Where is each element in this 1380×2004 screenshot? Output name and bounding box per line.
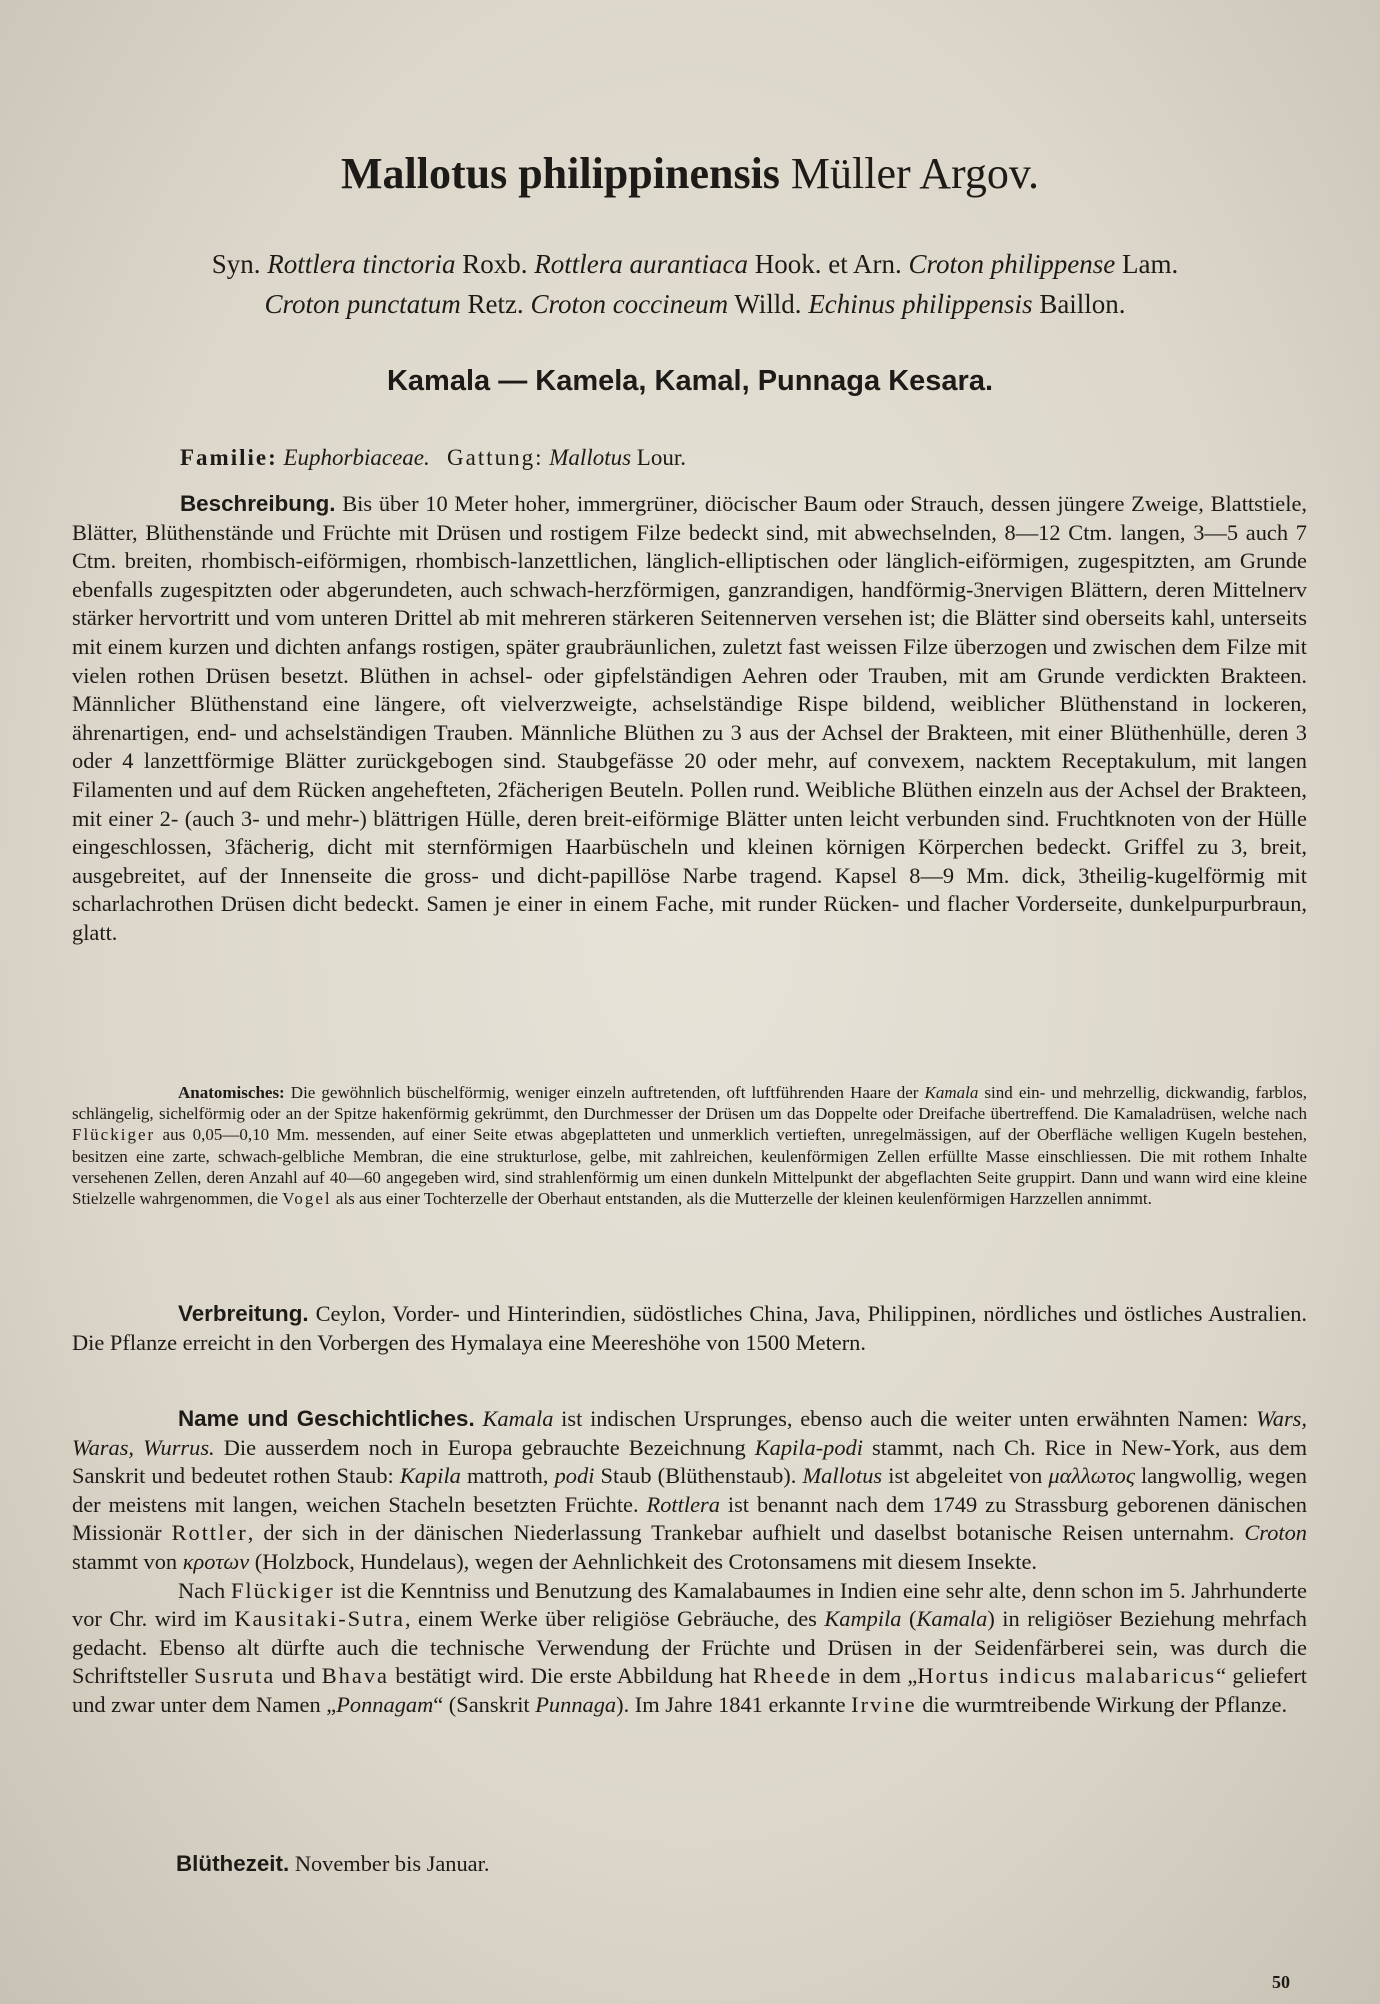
text-run: die wurmtreibende Wirkung der Pflanze. xyxy=(916,1691,1288,1717)
synonym-author: Roxb. xyxy=(455,249,535,279)
text-run: stammt, nach Ch. Rice in New-York, aus dem Sanskrit und bedeutet rothen Staub: xyxy=(72,1434,1308,1489)
text-run: ). Im Jahre 1841 erkannte xyxy=(616,1691,852,1717)
text-run xyxy=(475,1406,483,1431)
anatomisches-vogel: Vogel xyxy=(282,1189,332,1209)
name-geschichte-paragraph-2 xyxy=(72,1577,1307,1720)
bluethezeit-heading: Blüthezeit. xyxy=(176,1851,290,1876)
text-run: “ (Sanskrit xyxy=(433,1691,536,1717)
page-number: 50 xyxy=(1272,1972,1290,1992)
anatomisches-text-2: sind ein- und mehrzellig, dickwandig, farblos, schlängelig, sichelförmig oder an der Spitze hakenförmig gekrümmt, den Durchmesser der Drüsen um das Doppelte oder Dreifache übertreffend. Die Kamaladrüsen, welche nach xyxy=(72,1083,1308,1124)
anatomisches-kamala: Kamala xyxy=(924,1083,979,1102)
synonym-name: Croton philippense xyxy=(908,249,1116,279)
italic-term: Punnaga xyxy=(535,1691,617,1717)
synonyms-line-2 xyxy=(70,284,1320,324)
italic-term: Kapila xyxy=(399,1463,461,1489)
spaced-name: Hortus indicus malabaricus xyxy=(917,1663,1217,1689)
beschreibung-section xyxy=(72,490,1307,948)
text-run: , der sich in der dänischen Niederlassung Trankebar aufhielt und daselbst botanische Reisen unternahm. xyxy=(247,1520,1245,1546)
synonym-author: Retz. xyxy=(460,289,531,319)
text-run: langwollig, wegen der meistens mit langen, weichen Stacheln besetzten Früchte. xyxy=(72,1463,1307,1517)
title-scientific-name: Mallotus philippinensis xyxy=(340,149,780,198)
synonym-name: Echinus philippensis xyxy=(808,289,1033,319)
beschreibung-heading: Beschreibung. xyxy=(180,491,336,516)
common-names-heading: Kamala — Kamela, Kamal, Punnaga Kesara. xyxy=(386,365,994,397)
verbreitung-section xyxy=(72,1300,1307,1357)
italic-term: Kapila-podi xyxy=(754,1434,863,1460)
italic-term: Kampila xyxy=(824,1606,902,1632)
italic-term: κροτων xyxy=(182,1548,250,1574)
spaced-name: Irvine xyxy=(851,1691,917,1717)
italic-term: Rottlera xyxy=(646,1491,720,1517)
italic-term: Wars, Waras, Wurrus. xyxy=(72,1406,1307,1460)
spaced-name: Kausitaki-Sutra xyxy=(234,1606,405,1632)
title-author: Müller Argov. xyxy=(790,149,1040,198)
text-run: bestätigt wird. Die erste Abbildung hat xyxy=(388,1663,754,1689)
spaced-name: Flückiger xyxy=(230,1577,335,1603)
anatomisches-text-1: Die gewöhnlich büschelförmig, weniger einzeln auftretenden, oft luftführenden Haare der xyxy=(290,1083,925,1102)
gattung-value: Mallotus xyxy=(549,445,632,470)
text-run: Die ausserdem noch in Europa gebrauchte Bezeichnung xyxy=(214,1434,755,1460)
page-title xyxy=(0,148,1380,200)
bluethezeit-line xyxy=(176,1850,1380,1879)
text-run: stammt von xyxy=(72,1548,183,1574)
synonym-author: Willd. xyxy=(728,289,809,319)
italic-term: Kamala xyxy=(916,1606,988,1632)
text-run: ) in religiöser Beziehung mehrfach gedacht. Ebenso alt dürfte auch die technische Verwendung der Früchte und Drüsen in der Seidenfärberei sein, was durch die Schriftsteller xyxy=(72,1606,1307,1689)
italic-term: μαλλωτος xyxy=(1048,1463,1135,1489)
text-run: Staub (Blüthenstaub). xyxy=(594,1463,803,1489)
italic-term: Kamala xyxy=(482,1406,554,1431)
familie-value: Euphorbiaceae. xyxy=(283,445,430,470)
name-geschichte-heading: Name und Geschichtliches. xyxy=(178,1406,475,1431)
italic-term: Ponnagam xyxy=(336,1691,434,1717)
text-run: Nach xyxy=(178,1577,231,1603)
bluethezeit-text: November bis Januar. xyxy=(294,1851,490,1876)
synonym-author: Hook. et Arn. xyxy=(748,249,909,279)
name-geschichte-section xyxy=(72,1405,1307,1720)
synonym-name: Croton punctatum xyxy=(264,289,461,319)
text-run: ist abgeleitet von xyxy=(882,1463,1049,1489)
gattung-author: Lour. xyxy=(636,445,686,470)
text-run: ( xyxy=(901,1606,917,1632)
italic-term: Mallotus xyxy=(802,1463,883,1489)
synonym-name: Rottlera aurantiaca xyxy=(534,249,749,279)
text-run: in dem „ xyxy=(832,1663,918,1689)
familie-label: Familie: xyxy=(180,445,278,470)
text-run: mattroth, xyxy=(460,1463,555,1489)
anatomisches-heading: Anatomisches: xyxy=(178,1083,285,1102)
italic-term: podi xyxy=(554,1463,595,1489)
name-geschichte-paragraph-1 xyxy=(72,1405,1307,1577)
synonyms-line-1 xyxy=(70,244,1320,284)
verbreitung-heading: Verbreitung. xyxy=(178,1301,309,1326)
gattung-label: Gattung: xyxy=(447,445,544,470)
synonym-author: Baillon. xyxy=(1032,289,1126,319)
text-run: ist benannt nach dem 1749 zu Strassburg geborenen dänischen Missionär xyxy=(72,1491,1307,1546)
text-run: (Holzbock, Hundelaus), wegen der Aehnlichkeit des Crotonsamens mit diesem Insekte. xyxy=(249,1548,1037,1574)
familie-line xyxy=(180,444,1380,473)
text-run: ist die Kenntniss und Benutzung des Kamalabaumes in Indien eine sehr alte, denn schon im 5. Jahrhunderte vor Chr. wird im xyxy=(72,1577,1307,1632)
anatomisches-flueckiger: Flückiger xyxy=(72,1125,156,1145)
spaced-name: Susruta xyxy=(194,1663,276,1689)
italic-term: Croton xyxy=(1244,1520,1307,1546)
spaced-name: Rheede xyxy=(753,1663,833,1689)
text-run: , einem Werke über religiöse Gebräuche, des xyxy=(404,1606,825,1632)
synonym-prefix: Syn. xyxy=(211,249,268,279)
synonym-author: Lam. xyxy=(1115,249,1179,279)
anatomisches-section xyxy=(72,1082,1307,1209)
synonym-name: Croton coccineum xyxy=(530,289,729,319)
text-run: und xyxy=(275,1663,322,1689)
synonyms-block xyxy=(70,244,1320,324)
anatomisches-text-3: aus 0,05—0,10 Mm. messenden, auf einer Seite etwas abgeplatteten und unmerklich vertieften, unregelmässigen, auf der Oberfläche welligen Kugeln bestehen, besitzen eine zarte, schwach-gelbliche Membran, die eine strukturlose, gelbe, mit zahlreichen, keulenförmigen Zellen erfüllte Masse einschliessen. Die mit rothem Inhalte versehenen Zellen, deren Anzahl auf 40—60 angegeben wird, sind strahlenförmig um einen dunkeln Mittelpunkt der abgeflachten Seite gruppirt. Dann und wann wird eine kleine Stielzelle wahrgenommen, die xyxy=(72,1125,1307,1209)
text-run: ist indischen Ursprunges, ebenso auch die weiter unten erwähnten Namen: xyxy=(553,1406,1257,1431)
beschreibung-text: Bis über 10 Meter hoher, immergrüner, diöcischer Baum oder Strauch, dessen jüngere Zweige, Blattstiele, Blätter, Blüthenstände und Früchte mit Drüsen und rostigem Filze bedeckt sind, mit abwechselnden, 8—12 Ctm. langen, 3—5 auch 7 Ctm. breiten, rhombisch-eiförmigen, rhombisch-lanzettlichen, länglich-elliptischen oder länglich-eiförmigen, zugespitzten, am Grunde ebenfalls zugespitzten oder abgerundeten, auch schwach-herzförmigen, ganzrandigen, handförmig-3nervigen Blättern, deren Mittelnerv stärker hervortritt und vom unteren Drittel ab mit mehreren stärkeren Seitennerven versehen ist; die Blätter sind oberseits kahl, unterseits mit einem kurzen und dichten anfangs rostigen, später graubräunlichen, zuletzt fast weissen Filze überzogen und zwischen dem Filze mit vielen rothen Drüsen besetzt. Blüthen in achsel- oder gipfelständigen Aehren oder Trauben, mit am Grunde verdickten Brakteen. Männlicher Blüthenstand eine längere, oft vielverzweigte, achselständige Rispe bildend, weiblicher Blüthenstand in lockeren, ährenartigen, end- und achselständigen Trauben. Männliche Blüthen zu 3 aus der Achsel der Brakteen, mit einer Blüthenhülle, deren 3 oder 4 lanzettförmige Blätter zurückgebogen sind. Staubgefässe 20 oder mehr, auf convexem, nacktem Receptakulum, mit langen Filamenten und auf dem Rücken angehefteten, 2fächerigen Beuteln. Pollen rund. Weibliche Blüthen einzeln aus der Achsel der Brakteen, mit einer 2- (auch 3- und mehr-) blättrigen Hülle, deren breit-eiförmige Blätter unten leicht verbunden sind. Fruchtknoten von der Hülle eingeschlossen, 3fächerig, dicht mit sternförmigen Haarbüscheln und kleinen körnigen Körperchen bedeckt. Griffel zu 3, breit, ausgebreitet, auf der Innenseite die gross- und dicht-papillöse Narbe tragend. Kapsel 8—9 Mm. dick, 3theilig-kugelförmig mit scharlachrothen Drüsen dicht bedeckt. Samen je einer in einem Fache, mit runder Rücken- und flacher Vorderseite, dunkelpurpurbraun, glatt. xyxy=(72,491,1307,945)
anatomisches-text-4: als aus einer Tochterzelle der Oberhaut entstanden, als die Mutterzelle der kleinen keulenförmigen Harzzellen annimmt. xyxy=(331,1189,1152,1209)
text-run: “ geliefert und zwar unter dem Namen „ xyxy=(72,1663,1308,1717)
spaced-name: Rottler xyxy=(171,1520,248,1546)
synonym-name: Rottlera tinctoria xyxy=(267,249,456,279)
spaced-name: Bhava xyxy=(321,1663,389,1689)
verbreitung-text: Ceylon, Vorder- und Hinterindien, südöstliches China, Java, Philippinen, nördliches und östliches Australien. Die Pflanze erreicht in den Vorbergen des Hymalaya eine Meereshöhe von 1500 Metern. xyxy=(72,1301,1307,1355)
